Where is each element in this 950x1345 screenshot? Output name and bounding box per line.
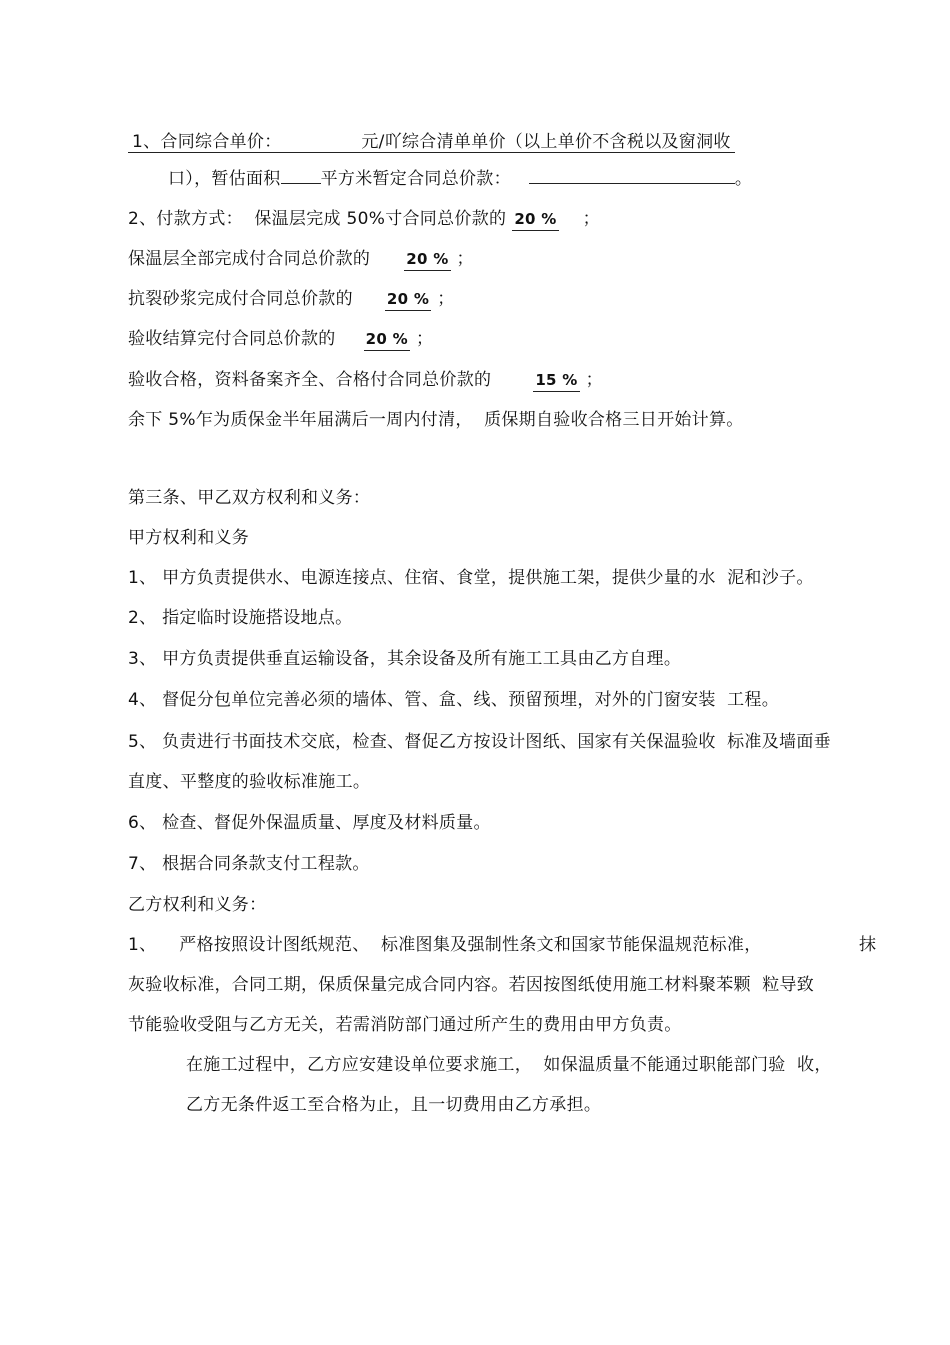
party-a-item-4 xyxy=(128,689,779,711)
area-blank xyxy=(281,169,321,184)
party-b-item-tail-text: 抹 xyxy=(859,935,877,955)
payment-item-end: ； xyxy=(456,249,474,269)
payment-item-text: 抗裂砂浆完成付合同总价款的 xyxy=(128,289,353,309)
payment-item-1 xyxy=(128,248,474,271)
party-b-item-1-line2 xyxy=(128,974,814,996)
payment-remainder-text: 余下 5%乍为质保金半年届满后一周内付清， 质保期自验收合格三日开始计算。 xyxy=(128,410,744,430)
article3-title xyxy=(128,487,370,509)
party-a-item-5-cont xyxy=(128,771,370,793)
payment-item-percent: 20 % xyxy=(404,248,450,271)
total-price-label: 平方米暂定合同总价款： xyxy=(320,169,511,189)
party-a-heading-text: 甲方权利和义务 xyxy=(128,528,250,548)
payment-intro-percent: 20 % xyxy=(512,208,558,231)
payment-item-text: 保温层全部完成付合同总价款的 xyxy=(128,249,371,269)
payment-item-3 xyxy=(128,328,433,351)
payment-item-2 xyxy=(128,288,455,311)
party-b-item-text: 1、 严格按照设计图纸规范、 标准图集及强制性条文和国家节能保温规范标准， xyxy=(128,935,762,955)
payment-item-text: 验收合格，资料备案齐全、合格付合同总价款的 xyxy=(128,370,492,390)
payment-item-end: ； xyxy=(585,370,603,390)
party-a-item-text: 4、 督促分包单位完善必须的墙体、管、盒、线、预留预埋，对外的门窗安装 工程。 xyxy=(128,690,780,710)
party-a-item-5 xyxy=(128,731,831,753)
payment-intro-end: ； xyxy=(582,209,600,229)
party-b-para2-line2 xyxy=(186,1094,601,1116)
party-b-item-1-line3 xyxy=(128,1014,682,1036)
party-b-para-text: 乙方无条件返工至合格为止，且一切费用由乙方承担。 xyxy=(186,1095,602,1115)
party-a-item-2 xyxy=(128,607,352,629)
party-b-item-text: 灰验收标准，合同工期，保质保量完成合同内容。若因按图纸使用施工材料聚苯颗 粒导致 xyxy=(128,975,815,995)
party-b-item-1-tail xyxy=(859,934,876,956)
party-b-heading xyxy=(128,894,266,916)
article3-title-text: 第三条、甲乙双方权利和义务： xyxy=(128,488,371,508)
payment-item-end: ； xyxy=(415,329,434,349)
payment-item-percent: 20 % xyxy=(385,288,431,311)
price-clause-text: 1、合同综合单价： 元/吖综合清单单价（以上单价不含税以及窗洞收 xyxy=(128,132,735,153)
payment-item-text: 验收结算完付合同总价款的 xyxy=(128,329,336,349)
price-clause-line2 xyxy=(168,168,752,190)
payment-item-4 xyxy=(128,369,603,392)
payment-item-percent: 20 % xyxy=(364,328,410,351)
payment-item-end: ； xyxy=(437,289,455,309)
party-a-item-text: 6、 检查、督促外保温质量、厚度及材料质量。 xyxy=(128,813,491,833)
party-a-heading xyxy=(128,527,249,549)
party-a-item-7 xyxy=(128,853,370,875)
payment-item-percent: 15 % xyxy=(533,369,579,392)
party-a-item-6 xyxy=(128,812,491,834)
party-a-item-text: 直度、平整度的验收标准施工。 xyxy=(128,772,371,792)
payment-remainder xyxy=(128,409,744,431)
party-b-item-1 xyxy=(128,934,762,956)
payment-intro-text: 2、付款方式： 保温层完成 50%寸合同总价款的 xyxy=(128,209,507,229)
total-price-blank xyxy=(529,169,735,184)
party-a-item-text: 3、 甲方负责提供垂直运输设备，其余设备及所有施工工具由乙方自理。 xyxy=(128,649,682,669)
price-clause-line1 xyxy=(128,131,735,153)
payment-intro-line xyxy=(128,208,600,231)
party-a-item-text: 2、 指定临时设施搭设地点。 xyxy=(128,608,353,628)
party-b-heading-text: 乙方权利和义务： xyxy=(128,895,267,915)
line-end-period: 。 xyxy=(734,169,753,189)
party-b-item-text: 节能验收受阻与乙方无关，若需消防部门通过所产生的费用由甲方负责。 xyxy=(128,1015,682,1035)
party-a-item-3 xyxy=(128,648,681,670)
party-a-item-text: 1、 甲方负责提供水、电源连接点、住宿、食堂，提供施工架，提供少量的水 泥和沙子。 xyxy=(128,568,814,588)
party-b-para-text: 在施工过程中，乙方应安建设单位要求施工， 如保温质量不能通过职能部门验 收， xyxy=(186,1055,832,1075)
party-b-para2-line1 xyxy=(186,1054,832,1076)
party-a-item-text: 7、 根据合同条款支付工程款。 xyxy=(128,854,370,874)
party-a-item-text: 5、 负责进行书面技术交底，检查、督促乙方按设计图纸、国家有关保温验收 标准及墙面垂 xyxy=(128,732,831,752)
area-label: 口），暂估面积 xyxy=(168,169,281,189)
party-a-item-1 xyxy=(128,567,814,589)
